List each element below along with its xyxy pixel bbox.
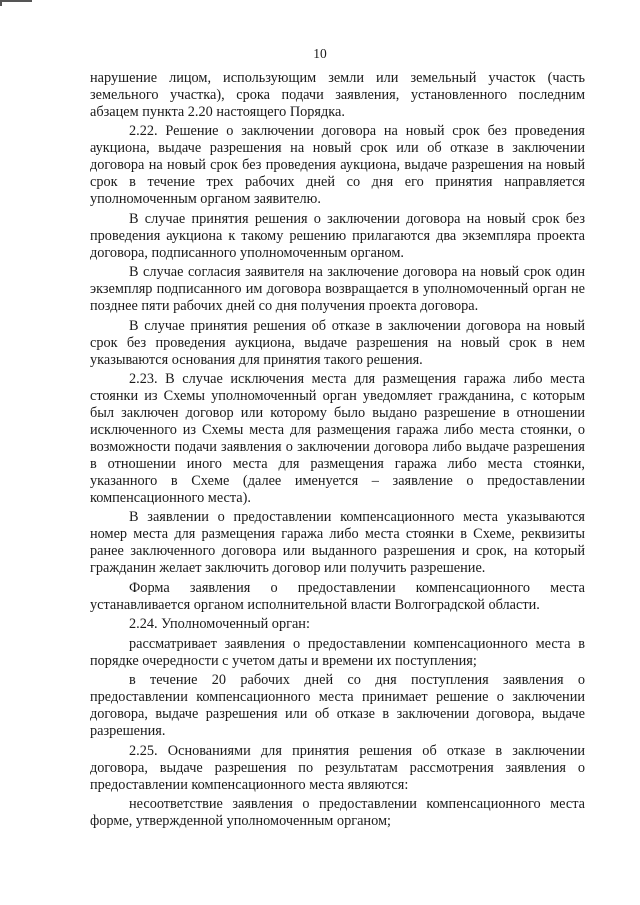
paragraph: 2.22. Решение о заключении договора на новый срок без проведения аукциона, выдаче разрешения на новый срок или об отказе в заключении договора на новый срок без проведения аукциона, выдаче разрешения на новый срок в течение трех рабочих дней со дня его принятия направляется уполномоченным органом заявителю. xyxy=(90,123,585,208)
scan-corner-mark xyxy=(0,0,32,6)
document-body xyxy=(90,70,585,833)
paragraph: несоответствие заявления о предоставлении компенсационного места форме, утвержденной уполномоченным органом; xyxy=(90,796,585,830)
paragraph: 2.25. Основаниями для принятия решения об отказе в заключении договора, выдаче разрешения по результатам рассмотрения заявления о предоставлении компенсационного места являются: xyxy=(90,742,585,793)
paragraph: В заявлении о предоставлении компенсационного места указываются номер места для размещения гаража либо места стоянки в Схеме, реквизиты ранее заключенного договора или выданного разрешения и срок, на который гражданин желает заключить договор или получить разрешение. xyxy=(90,509,585,577)
paragraph: нарушение лицом, использующим земли или земельный участок (часть земельного участка), срока подачи заявления, установленного последним абзацем пункта 2.20 настоящего Порядка. xyxy=(90,70,585,120)
paragraph: в течение 20 рабочих дней со дня поступления заявления о предоставлении компенсационного места принимает решение о заключении договора, выдаче разрешения или об отказе в заключении договора, выдаче разрешения. xyxy=(90,672,585,740)
paragraph: 2.23. В случае исключения места для размещения гаража либо места стоянки из Схемы уполномоченный орган уведомляет гражданина, с которым был заключен договор или которому было выдано разрешение в отношении исключенного из Схемы места для размещения гаража либо места стоянки, о возможности подачи заявления о заключении договора либо выдаче разрешения в отношении иного места для размещения гаража либо места стоянки, указанного в Схеме (далее именуется – заявление о предоставлении компенсационного места). xyxy=(90,371,585,506)
paragraph: Форма заявления о предоставлении компенсационного места устанавливается органом исполнительной власти Волгоградской области. xyxy=(90,579,585,613)
page-number: 10 xyxy=(313,46,327,61)
paragraph: В случае принятия решения об отказе в заключении договора на новый срок без проведения аукциона, выдаче разрешения на новый срок в нем указываются основания для принятия такого решения. xyxy=(90,317,585,368)
paragraph: 2.24. Уполномоченный орган: xyxy=(129,616,310,633)
paragraph: рассматривает заявления о предоставлении компенсационного места в порядке очередности с учетом даты и времени их поступления; xyxy=(90,635,585,669)
paragraph: В случае принятия решения о заключении договора на новый срок без проведения аукциона к такому решению прилагаются два экземпляра проекта договора, подписанного уполномоченным органом. xyxy=(90,210,585,261)
paragraph: В случае согласия заявителя на заключение договора на новый срок один экземпляр подписанного им договора возвращается в уполномоченный орган не позднее пяти рабочих дней со дня получения проекта договора. xyxy=(90,264,585,315)
